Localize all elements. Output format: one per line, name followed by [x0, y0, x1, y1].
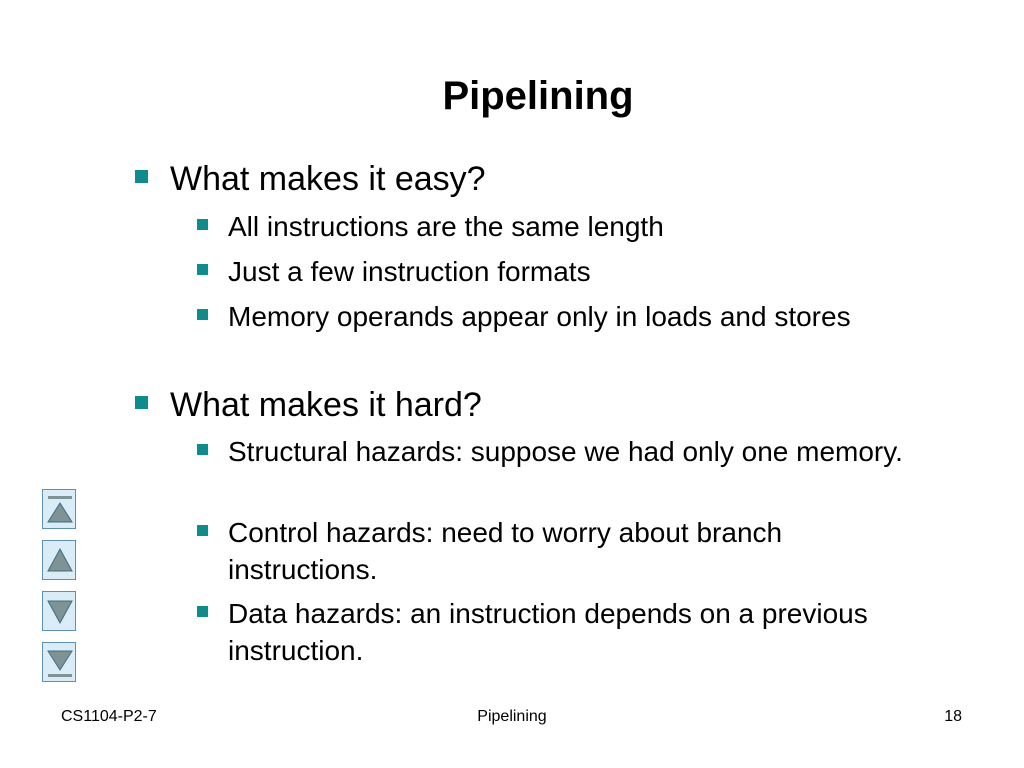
previous-slide-icon [43, 541, 77, 581]
sub-bullet-few-formats: Just a few instruction formats [228, 256, 591, 287]
previous-slide-button[interactable] [42, 540, 76, 580]
sub-bullet-data-hazards: Data hazards: an instruction depends on a previous instruction. [228, 598, 868, 666]
last-slide-button[interactable] [42, 642, 76, 682]
next-slide-button[interactable] [42, 591, 76, 631]
sub-bullet-same-length: All instructions are the same length [228, 211, 664, 242]
bullet-square-icon [135, 170, 148, 183]
sub-bullet-square-icon [197, 606, 208, 617]
bullet-easy: What makes it easy? [170, 160, 486, 198]
slide-number: 18 [944, 708, 962, 725]
footer-course-code: CS1104-P2-7 [61, 708, 157, 725]
slide-title: Pipelining [442, 74, 634, 118]
sub-bullet-control-hazards: Control hazards: need to worry about branch instructions. [228, 517, 783, 585]
sub-bullet-structural-hazards: Structural hazards: suppose we had only one memory. [228, 436, 903, 467]
bullet-square-icon [135, 396, 148, 409]
footer-title: Pipelining [477, 708, 547, 725]
first-slide-icon [43, 490, 77, 530]
sub-bullet-square-icon [197, 264, 208, 275]
sub-bullet-square-icon [197, 219, 208, 230]
last-slide-icon [43, 643, 77, 683]
first-slide-button[interactable] [42, 489, 76, 529]
sub-bullet-square-icon [197, 444, 208, 455]
sub-bullet-memory-operands: Memory operands appear only in loads and stores [228, 301, 851, 332]
sub-bullet-square-icon [197, 525, 208, 536]
next-slide-icon [43, 592, 77, 632]
bullet-hard: What makes it hard? [170, 386, 482, 424]
sub-bullet-square-icon [197, 309, 208, 320]
